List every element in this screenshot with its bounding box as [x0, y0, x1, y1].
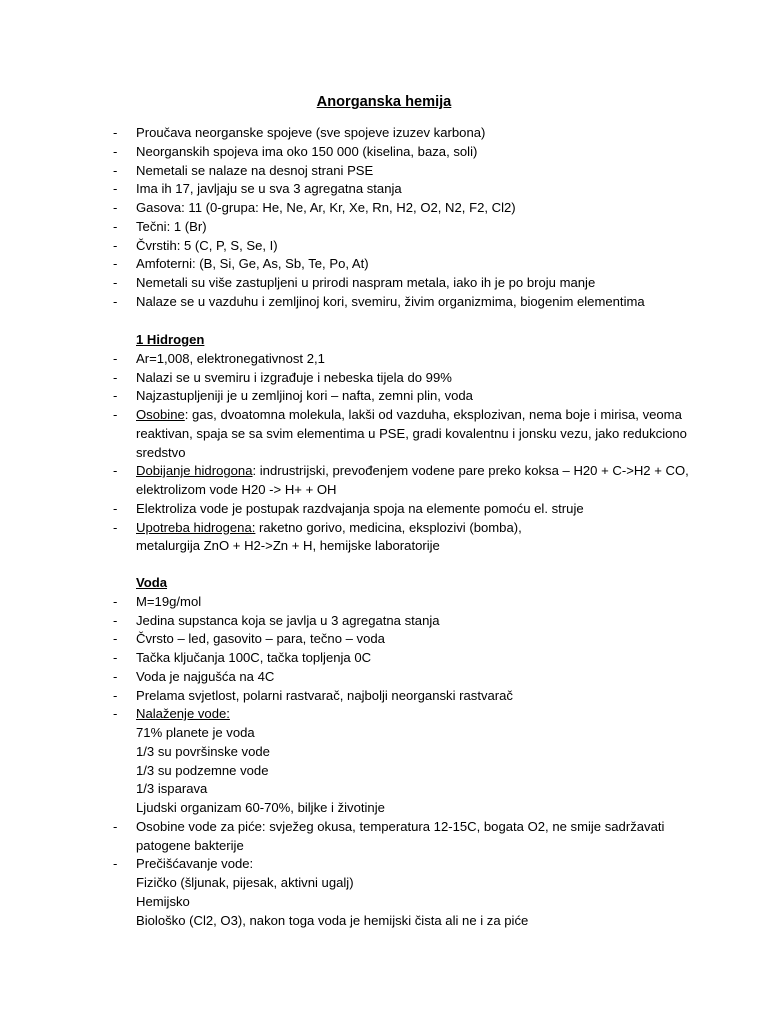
bullet-dash: - — [113, 200, 118, 215]
intro-list — [0, 124, 768, 312]
list-item: - Neorganskih spojeva ima oko 150 000 (kiselina, baza, soli) — [0, 143, 768, 162]
bullet-dash: - — [113, 369, 118, 385]
list-item-continuation: reaktivan, spaja se sa svim elementima u PSE, gradi kovalentnu i jonsku vezu, jako redukciono — [136, 425, 687, 441]
sub-item: Hemijsko — [136, 893, 190, 909]
sub-item: Fizičko (šljunak, pijesak, aktivni ugalj) — [136, 875, 354, 890]
list-item: - Proučava neorganske spojeve (sve spojeve izuzev karbona) — [0, 124, 768, 143]
list-item: - M=19g/mol — [0, 593, 768, 612]
section-heading: Voda — [136, 575, 168, 590]
list-item: - Nemetali se nalaze na desnoj strani PSE — [0, 162, 768, 181]
list-item: - Tečni: 1 (Br) — [0, 218, 768, 237]
sub-item: Ljudski organizam 60-70%, biljke i životinje — [136, 800, 385, 815]
upotreba-label: Upotreba hidrogena: — [136, 519, 256, 535]
section-heading: 1 Hidrogen — [136, 332, 205, 347]
bullet-dash: - — [113, 818, 118, 834]
voda-section — [0, 574, 768, 930]
list-item: - Nemetali su više zastupljeni u prirodi naspram metala, iako ih je po broju manje — [0, 274, 768, 293]
bullet-dash: - — [113, 593, 118, 609]
sub-item: 1/3 isparava — [136, 781, 208, 797]
list-item-continuation: metalurgija ZnO + H2->Zn + H, hemijske laboratorije — [136, 538, 440, 554]
list-item-continuation: patogene bakterije — [136, 837, 244, 853]
bullet-dash: - — [113, 181, 118, 197]
sub-item: Biološko (Cl2, O3), nakon toga voda je hemijski čista ali ne i za piće — [136, 912, 529, 928]
page-title: Anorganska hemija — [316, 94, 452, 110]
list-item: - Upotreba hidrogena: raketno gorivo, medicina, eksplozivi (bomba), — [0, 519, 768, 538]
bullet-dash: - — [113, 668, 118, 684]
osobine-label: Osobine — [136, 407, 185, 422]
list-item: - Ar=1,008, elektronegativnost 2,1 — [0, 350, 768, 369]
bullet-dash: - — [113, 162, 118, 178]
nalazenje-label: Nalaženje vode: — [136, 706, 230, 722]
bullet-dash: - — [113, 631, 118, 647]
bullet-dash: - — [113, 463, 118, 479]
bullet-dash: - — [113, 687, 118, 703]
bullet-dash: - — [113, 856, 118, 872]
sub-item: 71% planete je voda — [136, 725, 255, 740]
list-item: - Gasova: 11 (0-grupa: He, Ne, Ar, Kr, Xe, Rn, H2, O2, N2, F2, Cl2) — [0, 199, 768, 218]
dobijanje-label: Dobijanje hidrogona — [136, 463, 253, 479]
bullet-dash: - — [113, 388, 118, 404]
bullet-dash: - — [113, 293, 118, 309]
bullet-dash: - — [113, 650, 118, 665]
bullet-dash: - — [113, 237, 118, 253]
list-item: - Elektroliza vode je postupak razdvajanja spoja na elemente pomoću el. struje — [0, 500, 768, 519]
bullet-dash: - — [113, 706, 118, 722]
list-item-continuation: elektrolizom vode H20 -> H+ + OH — [136, 482, 337, 497]
list-item: - Amfoterni: (B, Si, Ge, As, Sb, Te, Po, At) — [0, 255, 768, 274]
list-item — [0, 705, 768, 724]
list-item: - Prečišćavanje vode: — [0, 855, 768, 874]
bullet-dash: - — [113, 519, 118, 535]
list-item: - Čvrsto – led, gasovito – para, tečno – voda — [0, 630, 768, 649]
list-item: - Nalaze se u vazduhu i zemljinoj kori, svemiru, živim organizmima, biogenim elementima — [0, 293, 768, 312]
list-item: - Tačka ključanja 100C, tačka topljenja 0C — [0, 649, 768, 668]
bullet-dash: - — [113, 218, 118, 234]
sub-item: 1/3 su površinske vode — [136, 743, 270, 759]
sub-item: 1/3 su podzemne vode — [136, 762, 269, 778]
list-item: - Ima ih 17, javljaju se u sva 3 agregatna stanja — [0, 180, 768, 199]
bullet-dash: - — [113, 612, 118, 628]
bullet-dash: - — [113, 350, 118, 366]
bullet-dash: - — [113, 125, 118, 140]
list-item: - Prelama svjetlost, polarni rastvarač, najbolji neorganski rastvarač — [0, 687, 768, 706]
list-item: - Voda je najgušća na 4C — [0, 668, 768, 687]
list-item-continuation: sredstvo — [136, 444, 186, 460]
bullet-dash: - — [113, 407, 118, 422]
list-item: - Osobine vode za piće: svježeg okusa, temperatura 12-15C, bogata O2, ne smije sadržavati — [0, 818, 768, 837]
hydrogen-section — [0, 331, 768, 556]
list-item: - Jedina supstanca koja se javlja u 3 agregatna stanja — [0, 612, 768, 631]
bullet-dash: - — [113, 256, 118, 272]
list-item: - Osobine: gas, dvoatomna molekula, lakši od vazduha, eksplozivan, nema boje i mirisa, veoma — [0, 406, 768, 425]
bullet-dash: - — [113, 143, 118, 159]
list-item: - Dobijanje hidrogona: indrustrijski, prevođenjem vodene pare preko koksa – H20 + C->H2 + CO, — [0, 462, 768, 481]
list-item: - Najzastupljeniji je u zemljinoj kori – nafta, zemni plin, voda — [0, 387, 768, 406]
list-item: - Nalazi se u svemiru i izgrađuje i nebeska tijela do 99% — [0, 369, 768, 388]
list-item: - Čvrstih: 5 (C, P, S, Se, I) — [0, 237, 768, 256]
bullet-dash: - — [113, 275, 118, 290]
bullet-dash: - — [113, 500, 118, 516]
